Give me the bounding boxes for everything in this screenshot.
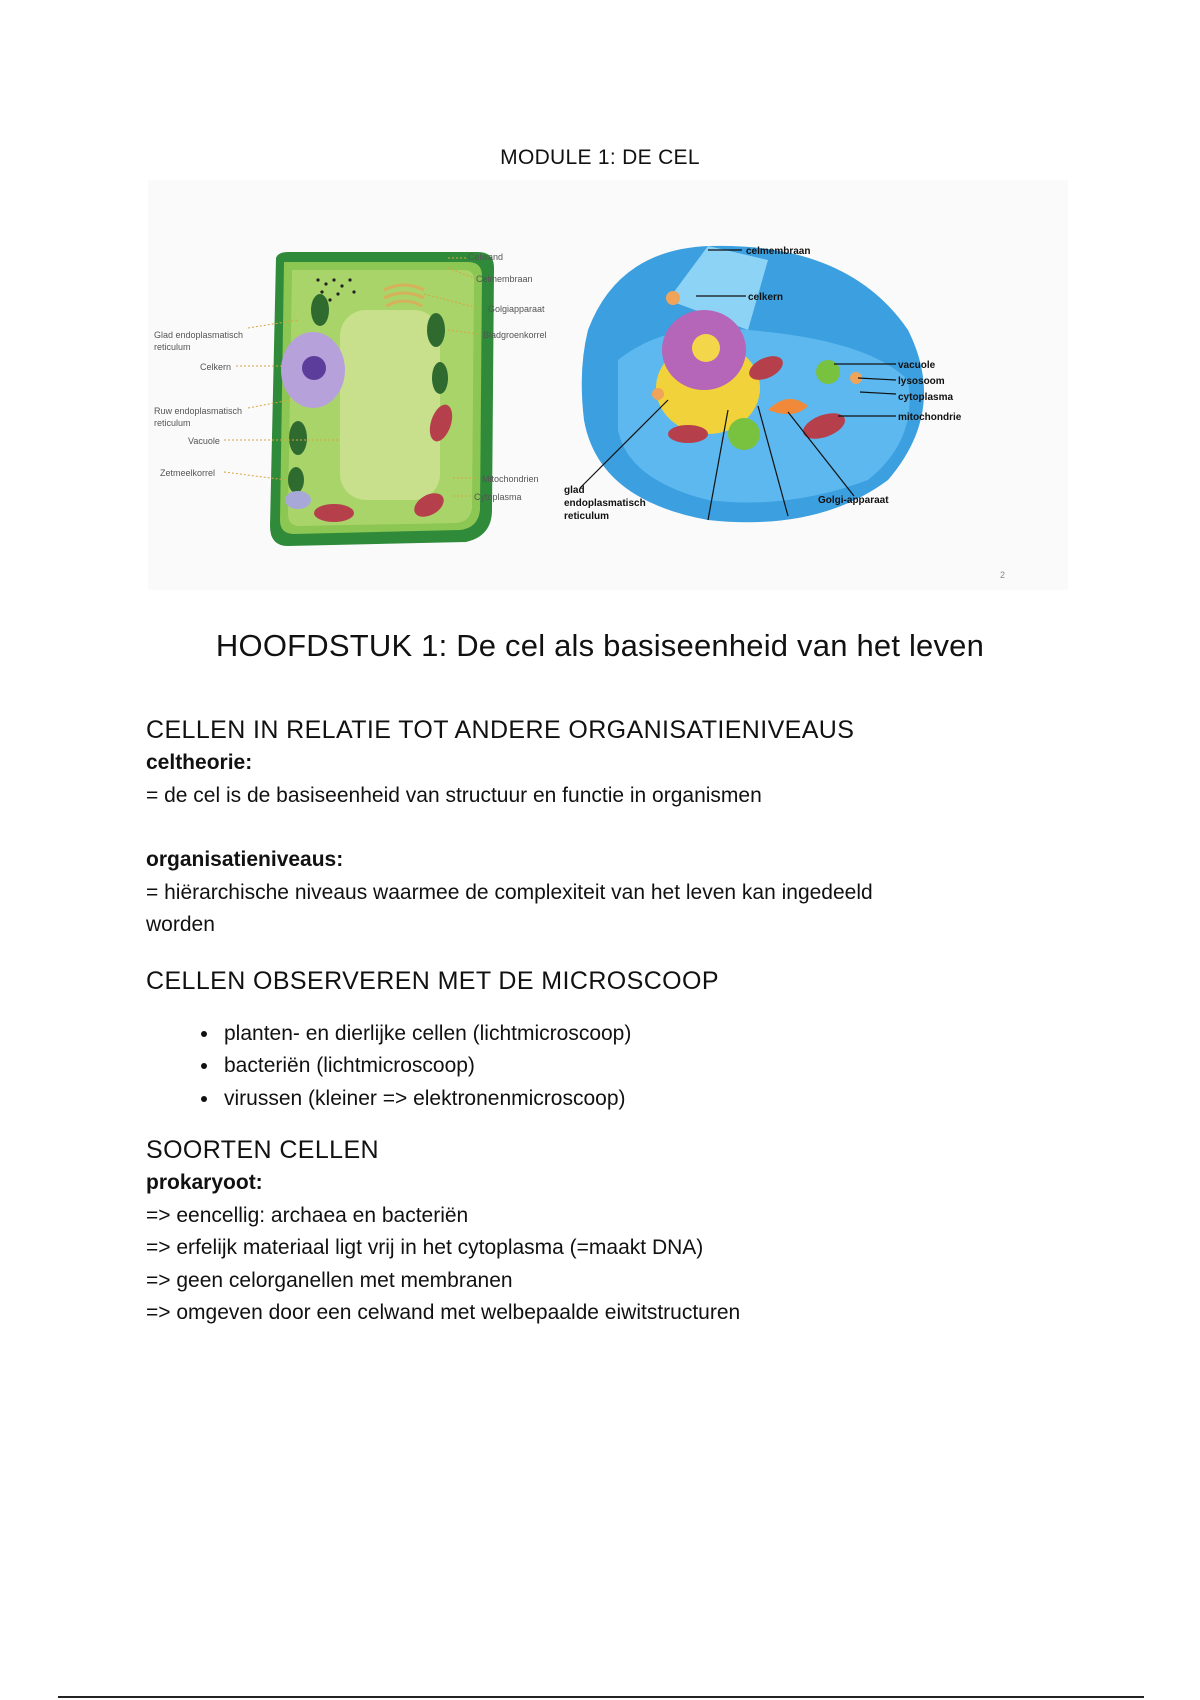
label-golgi-apparaat: Golgi-apparaat (818, 495, 889, 506)
term-organisatieniveaus: organisatieniveaus: (146, 848, 344, 871)
plant-nucleolus (302, 356, 326, 380)
label-glad-er-animal-1: glad (564, 485, 585, 496)
section-heading-microscoop: CELLEN OBSERVEREN MET DE MICROSCOOP (146, 966, 719, 995)
animal-nucleolus (692, 334, 720, 362)
term-celtheorie: celtheorie: (146, 751, 253, 774)
footer-divider (58, 1696, 1144, 1698)
list-item: • bacteriën (lichtmicroscoop) (220, 1050, 1046, 1083)
label-vacuole-animal: vacuole (898, 360, 936, 371)
label-ruw-er-1: Ruw endoplasmatisch (154, 406, 243, 416)
cell-diagram (148, 180, 1068, 590)
list-item: • virussen (kleiner => elektronenmicroscoop) (220, 1083, 1046, 1116)
label-cytoplasma: Cytoplasma (474, 492, 522, 502)
prokaryote-line: => erfelijk materiaal ligt vrij in het cytoplasma (=maakt DNA) (146, 1236, 704, 1259)
prokaryote-line: => eencellig: archaea en bacteriën (146, 1203, 469, 1227)
label-glad-er-1: Glad endoplasmatisch (154, 330, 244, 340)
label-glad-er-animal-2: endoplasmatisch (564, 498, 646, 509)
label-celmembraan: Celmembraan (476, 274, 533, 284)
definition-organisatieniveaus-line2: worden (146, 913, 215, 936)
label-celkern-animal: celkern (748, 292, 784, 303)
label-celmembraam: celmembraan (746, 246, 811, 257)
label-cytoplasma-animal: cytoplasma (898, 392, 954, 403)
plant-starch-grain (285, 491, 311, 509)
prokaryote-line: => omgeven door een celwand met welbepaalde eiwitstructuren (146, 1301, 741, 1324)
label-vacuole: Vacuole (188, 436, 220, 446)
animal-cytoplasm (618, 328, 910, 503)
label-mitochondrie: mitochondrie (898, 412, 962, 423)
definition-organisatieniveaus-line1: = hiërarchische niveaus waarmee de complexiteit van het leven kan ingedeeld (146, 880, 873, 904)
prokaryote-line: => geen celorganellen met membranen (146, 1268, 513, 1292)
label-lysosoom: lysosoom (898, 376, 945, 387)
plant-vacuole (340, 310, 440, 500)
notes-content (146, 713, 1046, 1330)
module-title: MODULE 1: DE CEL (500, 146, 700, 169)
label-glad-er-2: reticulum (154, 342, 191, 352)
label-celwand: Celwand (468, 252, 504, 262)
label-bladgroenkorrel: Bladgroenkorrel (483, 330, 547, 340)
microscope-list (146, 1018, 1046, 1116)
label-mitochondrien: Mitochondrien (482, 474, 539, 484)
list-item: • planten- en dierlijke cellen (lichtmicroscoop) (220, 1018, 1046, 1051)
label-celkern: Celkern (200, 362, 232, 372)
term-prokaryoot: prokaryoot: (146, 1171, 263, 1194)
cell-diagram-figure (148, 180, 1068, 590)
label-glad-er-animal-3: reticulum (564, 511, 610, 522)
section-heading-relatie: CELLEN IN RELATIE TOT ANDERE ORGANISATIENIVEAUS (146, 716, 855, 744)
section-heading-soorten: SOORTEN CELLEN (146, 1136, 379, 1164)
chapter-title: HOOFDSTUK 1: De cel als basiseenheid van het leven (215, 628, 985, 663)
figure-page-number: 2 (1000, 570, 1006, 580)
label-zetmeelkorrel: Zetmeelkorrel (160, 468, 216, 478)
label-golgiapparaat: Golgiapparaat (488, 304, 545, 314)
label-ruw-er-2: reticulum (154, 418, 191, 428)
definition-celtheorie: = de cel is de basiseenheid van structuur en functie in organismen (146, 783, 762, 807)
